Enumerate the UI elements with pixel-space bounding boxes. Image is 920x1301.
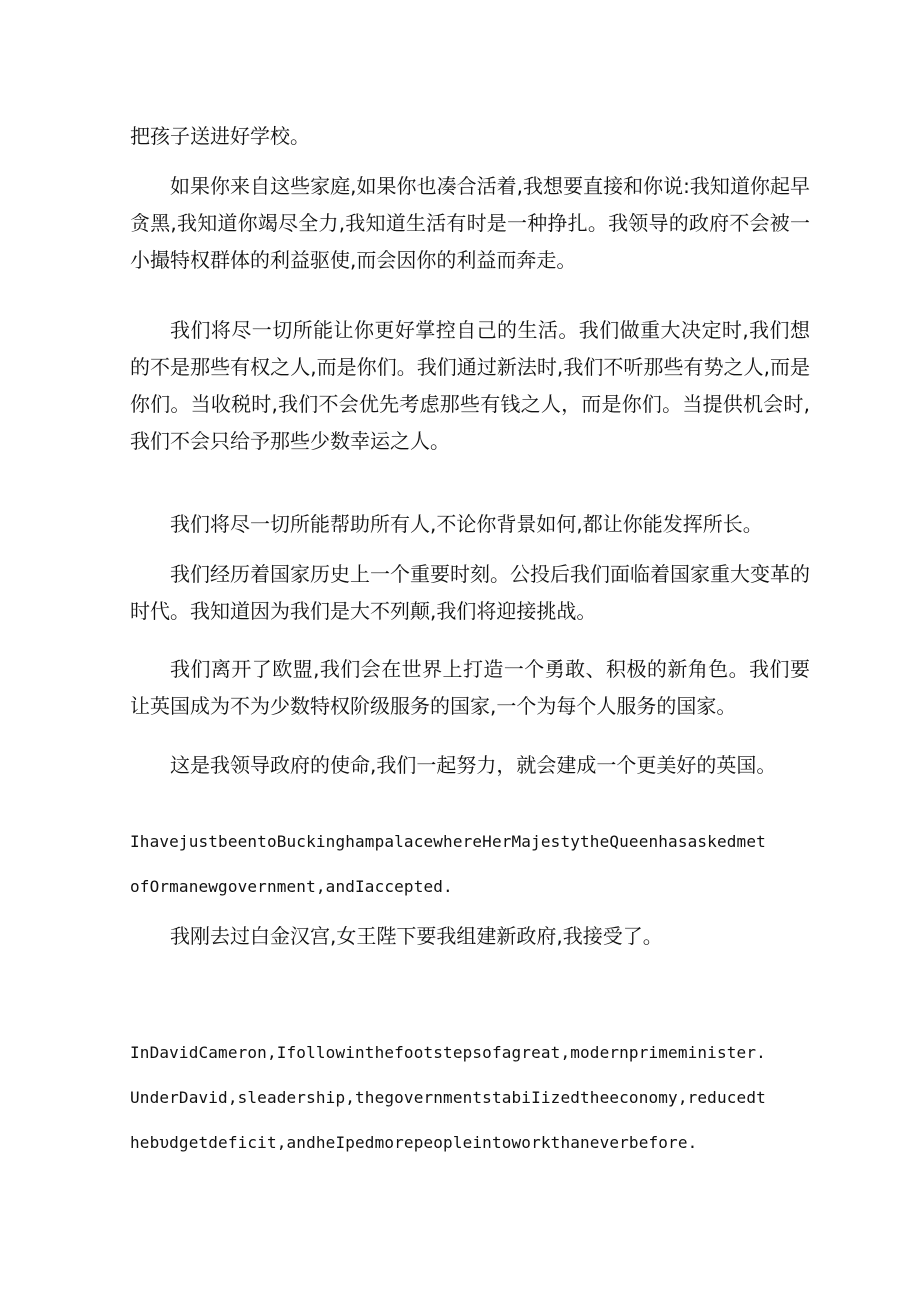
paragraph-3: 我们将尽一切所能让你更好掌控自己的生活。我们做重大决定时,我们想的不是那些有权之人,而是你们。我们通过新法时,我们不听那些有势之人,而是你们。当收税时,我们不会优先考虑那些有钱之人，而是你们。当提供机会时,我们不会只给予那些少数幸运之人。 <box>130 318 810 453</box>
english-2-line-1: InDavidCameron,Ifollowinthefootstepsofagreat,modernprimeminister. <box>130 1043 766 1062</box>
paragraph-5: 我们经历着国家历史上一个重要时刻。公投后我们面临着国家重大变革的时代。我知道因为我们是大不列颠,我们将迎接挑战。 <box>130 562 810 623</box>
english-1-line-1: IhavejustbeentoBuckinghampalacewhereHerMajestytheQueenhasaskedmet <box>130 832 766 851</box>
paragraph-4: 我们将尽一切所能帮助所有人,不论你背景如何,都让你能发挥所长。 <box>170 512 763 536</box>
english-paragraph-1 <box>130 823 810 905</box>
english-paragraph-2 <box>130 1034 810 1161</box>
paragraph-2: 如果你来自这些家庭,如果你也凑合活着,我想要直接和你说:我知道你起早贪黑,我知道你竭尽全力,我知道生活有时是一种挣扎。我领导的政府不会被一小撮特权群体的利益驱使,而会因你的利益而奔走。 <box>130 174 810 272</box>
paragraph-1: 把孩子送进好学校。 <box>130 124 310 148</box>
paragraph-6: 我们离开了欧盟,我们会在世界上打造一个勇敢、积极的新角色。我们要让英国成为不为少数特权阶级服务的国家,一个为每个人服务的国家。 <box>130 657 810 718</box>
english-2-line-2: UnderDavid,sleadership,thegovernmentstabiIizedtheeconomy,reducedt <box>130 1088 766 1107</box>
paragraph-7: 这是我领导政府的使命,我们一起努力，就会建成一个更美好的英国。 <box>170 753 777 777</box>
paragraph-8: 我刚去过白金汉宫,女王陛下要我组建新政府,我接受了。 <box>170 924 663 948</box>
english-1-line-2: ofOrmanewgovernment,andIaccepted. <box>130 877 453 896</box>
english-2-line-3: hebυdgetdeficit,andheIpedmorepeopleintoworkthaneverbefore. <box>130 1133 698 1152</box>
